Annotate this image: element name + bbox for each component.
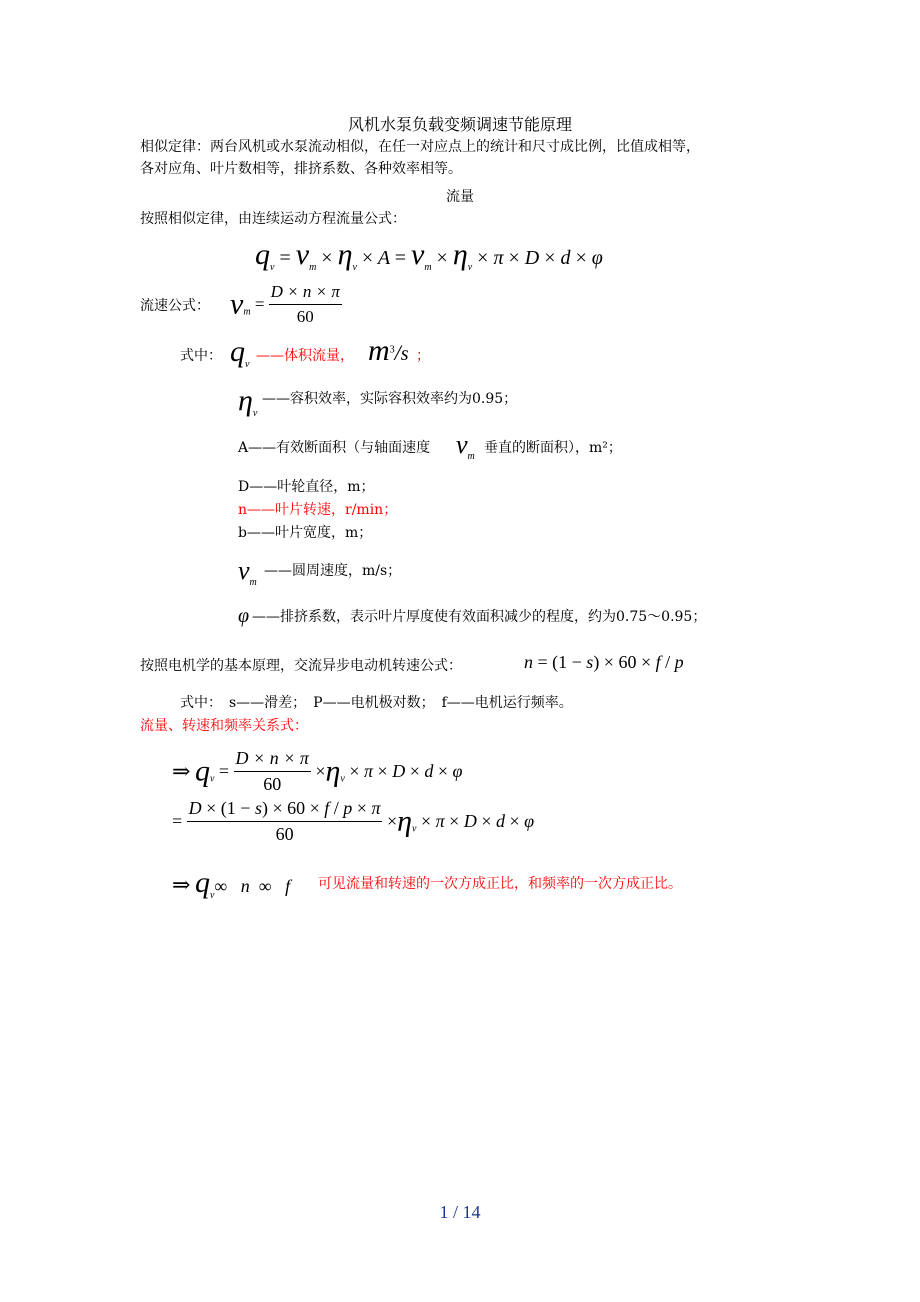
eta-symbol: $\eta_v$ (238, 384, 258, 419)
qv-unit: $m^3/s$ (368, 334, 409, 367)
def-qv-tail: ； (416, 348, 430, 364)
derivation-line-2: = $\frac{D \times (1 - s) \times 60 \times f / p \times \pi}{60}$ $\times\eta_v \times \pi \times D \times d \times \varphi$ (172, 798, 535, 844)
flow-formula: $q_v = v_m \times \eta_v \times A = v_m \times \eta_v \times \pi \times D \times d \times \varphi$ (255, 238, 603, 273)
relation-heading: 流量、转速和频率关系式： (140, 718, 308, 734)
motor-speed-formula: n = (1 − s) × 60 × f / p (524, 652, 684, 672)
def-rotation-speed: n——叶片转速，r/min； (238, 502, 398, 518)
def-qv-text: ——体积流量， (256, 348, 354, 364)
derivation-line-1: ⇒ $q_v$ = $\frac{D \times n \times \pi}{60}$ $\times\eta_v \times \pi \times D \times d \times \varphi$ (172, 748, 463, 794)
qv-symbol: $q_v$ (230, 335, 250, 370)
vm-symbol: $v_m$ (238, 556, 257, 588)
section-heading-flow: 流量 (446, 189, 474, 205)
where-label: 式中： (180, 348, 222, 364)
conclusion-text: 可见流量和转速的一次方成正比，和频率的一次方成正比。 (318, 876, 682, 892)
page-title: 风机水泵负载变频调速节能原理 (347, 115, 572, 134)
phi-symbol: φ (238, 605, 250, 627)
motor-formula-where: 式中： s——滑差； P——电机极对数； f——电机运行频率。 (180, 695, 573, 711)
def-eta: ——容积效率，实际容积效率约为0.95； (262, 391, 518, 407)
similarity-paragraph-line2: 各对应角、叶片数相等，排挤系数、各种效率相等。 (140, 161, 462, 177)
def-circumferential-speed: ——圆周速度，m/s； (264, 563, 402, 579)
def-area-part1: A——有效断面积（与轴面速度 (238, 440, 431, 456)
speed-formula-label: 流速公式： (140, 298, 210, 314)
def-displacement-coefficient: ——排挤系数，表示叶片厚度使有效面积减少的程度，约为0.75～0.95； (252, 609, 707, 625)
proportionality-formula: ⇒ $q_v\infty$ n ∞ f (172, 866, 291, 901)
speed-formula: $v_m$ = $\frac{D \times n \times \pi}{60}$ (230, 282, 340, 326)
page-number: 1 / 14 (439, 1202, 481, 1222)
similarity-paragraph-line1: 相似定律：两台风机或水泵流动相似，在任一对应点上的统计和尺寸成比例，比值成相等， (140, 139, 700, 155)
def-blade-width: b——叶片宽度，m； (238, 525, 373, 541)
def-diameter: D——叶轮直径，m； (238, 479, 375, 495)
vm-inline-symbol: $v_m$ (456, 430, 475, 462)
motor-formula-intro: 按照电机学的基本原理，交流异步电动机转速公式： (140, 658, 462, 674)
def-area-part2: 垂直的断面积），m²； (484, 440, 622, 456)
flow-formula-intro: 按照相似定律，由连续运动方程流量公式： (140, 211, 406, 227)
